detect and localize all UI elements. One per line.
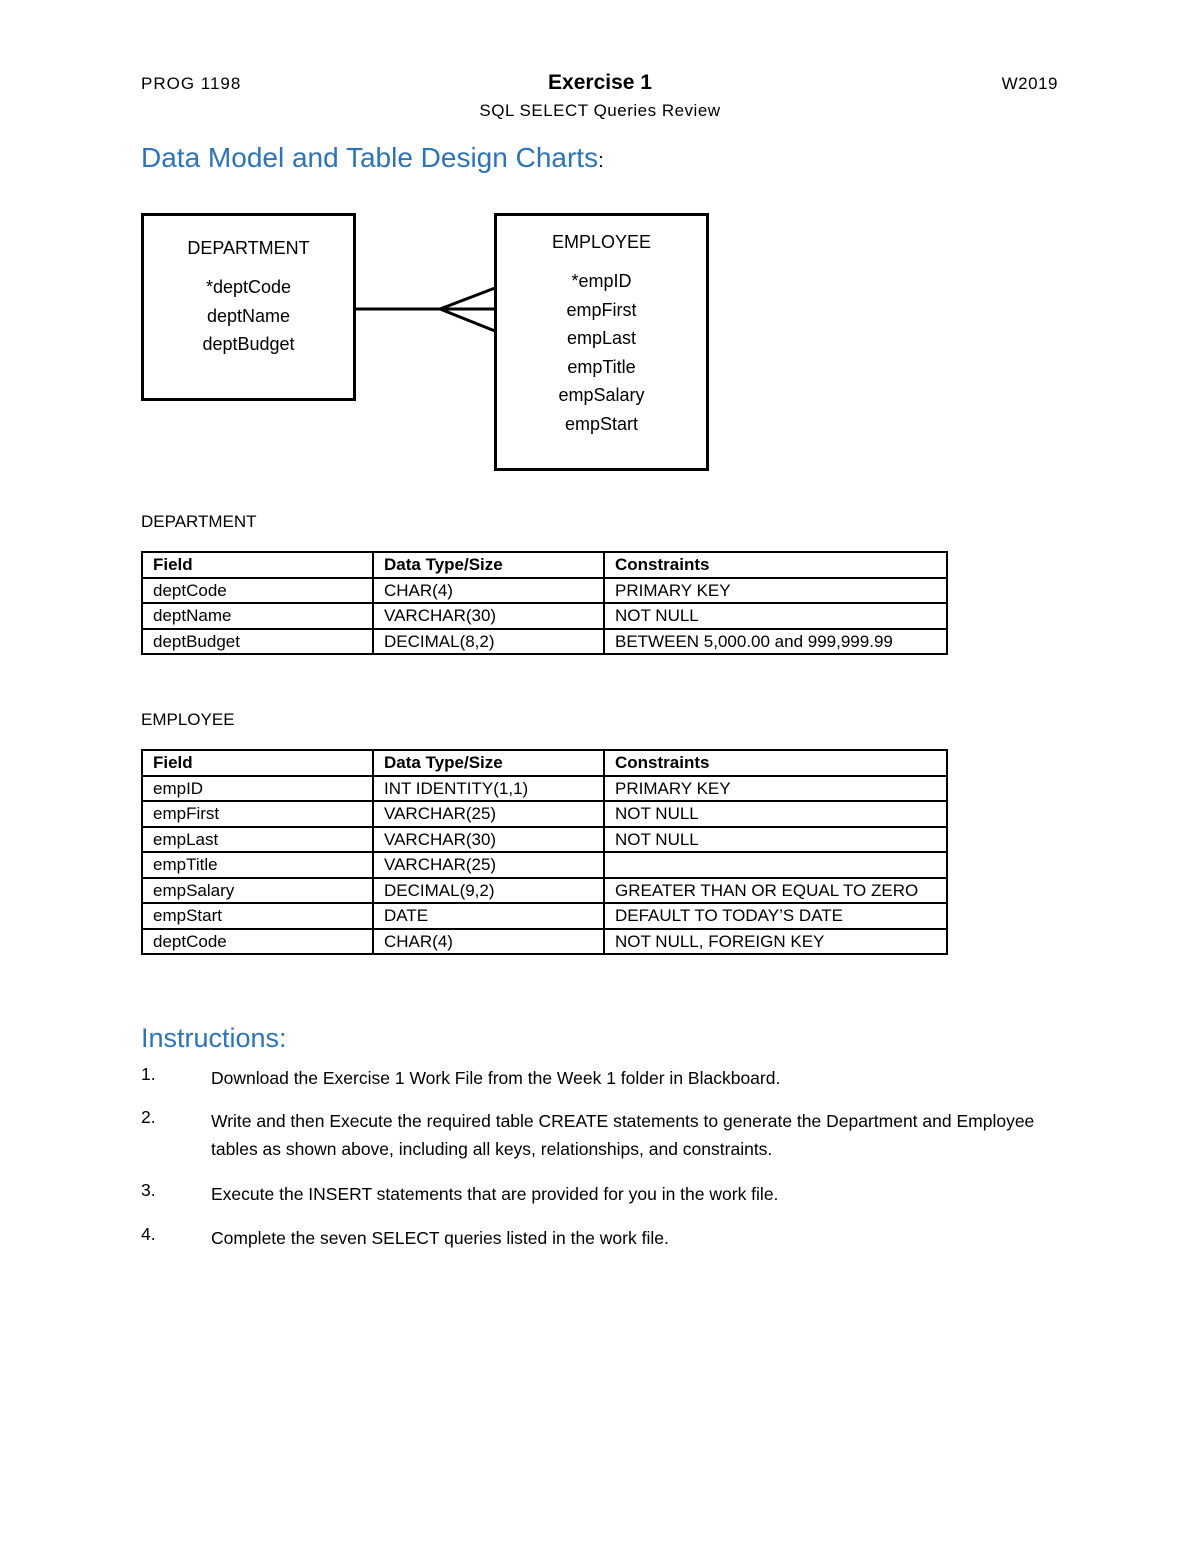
crows-foot-lower (440, 309, 495, 331)
table-row (142, 578, 947, 604)
department-entity-box (141, 213, 356, 401)
employee-design-table (141, 749, 948, 955)
cell-constraints: PRIMARY KEY (604, 578, 947, 604)
table-row (142, 827, 947, 853)
cell-constraints: NOT NULL (604, 827, 947, 853)
department-attr-deptname: deptName (206, 305, 291, 326)
employee-attr-emptitle: empTitle (567, 356, 636, 377)
cell-data-type: DATE (373, 903, 604, 929)
cell-field: deptBudget (142, 629, 373, 655)
department-design-table (141, 551, 948, 655)
cell-field: empSalary (142, 878, 373, 904)
table-row (142, 852, 947, 878)
employee-attr-empid: *empID (571, 271, 632, 291)
cell-field: deptCode (142, 929, 373, 955)
data-model-heading (141, 142, 604, 174)
document-title: Exercise 1 (548, 71, 652, 94)
employee-attr-empstart: empStart (564, 413, 639, 434)
table-row (142, 776, 947, 802)
department-attr-deptbudget: deptBudget (202, 334, 295, 354)
table-header-row (142, 750, 947, 776)
department-attr-deptcode: *deptCode (205, 277, 292, 297)
instructions-heading: Instructions: (141, 1023, 287, 1053)
cell-data-type: VARCHAR(25) (373, 801, 604, 827)
cell-constraints: DEFAULT TO TODAY’S DATE (604, 903, 947, 929)
document-subtitle: SQL SELECT Queries Review (479, 101, 721, 120)
department-entity-name: DEPARTMENT (187, 238, 310, 258)
step-text: Download the Exercise 1 Work File from the Week 1 folder in Blackboard. (211, 1068, 781, 1088)
table-row (142, 929, 947, 955)
employee-entity-box (494, 213, 709, 471)
cell-data-type: VARCHAR(25) (373, 852, 604, 878)
table-row (142, 801, 947, 827)
cell-constraints: NOT NULL, FOREIGN KEY (604, 929, 947, 955)
header-field: Field (142, 750, 373, 776)
table-row (142, 603, 947, 629)
department-table-caption: DEPARTMENT (141, 512, 257, 531)
step-text: Write and then Execute the required table CREATE statements to generate the Department and Employee tables as shown above, including all keys, relationships, and constraints. (211, 1111, 1035, 1159)
step-number: 3. (141, 1180, 156, 1200)
header-constraints: Constraints (604, 750, 947, 776)
table-row (142, 903, 947, 929)
step-number: 4. (141, 1224, 156, 1244)
term-code: W2019 (1001, 74, 1058, 93)
cell-constraints: NOT NULL (604, 603, 947, 629)
cell-data-type: DECIMAL(9,2) (373, 878, 604, 904)
cell-field: empFirst (142, 801, 373, 827)
employee-entity-name: EMPLOYEE (551, 232, 652, 252)
step-number: 1. (141, 1064, 156, 1084)
table-row (142, 629, 947, 655)
cell-field: empLast (142, 827, 373, 853)
header-data-type: Data Type/Size (373, 750, 604, 776)
course-code: PROG 1198 (141, 74, 242, 93)
crows-foot-upper (440, 288, 495, 309)
cell-field: deptCode (142, 578, 373, 604)
cell-data-type: VARCHAR(30) (373, 827, 604, 853)
data-model-heading-text: Data Model and Table Design Charts (141, 142, 599, 173)
cell-field: empTitle (142, 852, 373, 878)
header-constraints: Constraints (604, 552, 947, 578)
cell-field: empID (142, 776, 373, 802)
step-number: 2. (141, 1107, 156, 1127)
cell-field: empStart (142, 903, 373, 929)
cell-constraints (604, 852, 947, 878)
step-text: Complete the seven SELECT queries listed in the work file. (211, 1228, 669, 1248)
cell-constraints: PRIMARY KEY (604, 776, 947, 802)
one-to-many-relationship-line (350, 280, 500, 340)
header-data-type: Data Type/Size (373, 552, 604, 578)
cell-field: deptName (142, 603, 373, 629)
table-header-row (142, 552, 947, 578)
data-model-heading-colon: : (598, 150, 604, 172)
employee-attr-empfirst: empFirst (566, 299, 637, 320)
step-text: Execute the INSERT statements that are provided for you in the work file. (211, 1184, 779, 1204)
cell-data-type: VARCHAR(30) (373, 603, 604, 629)
header-field: Field (142, 552, 373, 578)
cell-data-type: CHAR(4) (373, 929, 604, 955)
cell-data-type: DECIMAL(8,2) (373, 629, 604, 655)
employee-attr-empsalary: empSalary (558, 385, 645, 405)
cell-constraints: BETWEEN 5,000.00 and 999,999.99 (604, 629, 947, 655)
cell-constraints: GREATER THAN OR EQUAL TO ZERO (604, 878, 947, 904)
employee-attr-emplast: empLast (566, 328, 637, 348)
cell-data-type: INT IDENTITY(1,1) (373, 776, 604, 802)
employee-table-caption: EMPLOYEE (141, 710, 235, 729)
cell-constraints: NOT NULL (604, 801, 947, 827)
cell-data-type: CHAR(4) (373, 578, 604, 604)
table-row (142, 878, 947, 904)
